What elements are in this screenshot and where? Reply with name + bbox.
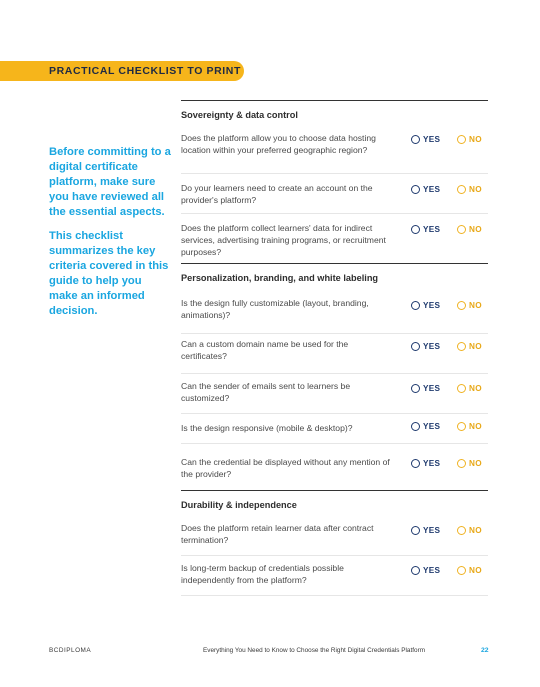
yes-option[interactable]: YES [411,566,440,575]
question-text: Do your learners need to create an account on the provider's platform? [181,183,373,205]
question-text: Is long-term backup of credentials possible independently from the platform? [181,563,344,585]
question-text: Can the credential be displayed without any mention of the provider? [181,457,390,479]
radio-circle-icon [411,384,420,393]
radio-circle-icon [411,422,420,431]
footer-document-title: Everything You Need to Know to Choose the Right Digital Credentials Platform [203,647,426,654]
no-option[interactable]: NO [457,342,482,351]
checklist-row [181,173,488,213]
radio-circle-icon [411,342,420,351]
radio-circle-icon [457,225,466,234]
section-heading-durability: Durability & independence [181,490,488,520]
checklist-row [181,555,488,596]
checklist-row [181,520,488,555]
question-text: Is the design responsive (mobile & desktop)? [181,423,353,433]
question-text: Does the platform allow you to choose data hosting location within your preferred geographic region? [181,133,376,155]
intro-paragraph-2: This checklist summarizes the key criteria covered in this guide to help you make an informed decision. [49,230,169,317]
radio-circle-icon [457,342,466,351]
radio-circle-icon [457,422,466,431]
radio-circle-icon [457,301,466,310]
no-option[interactable]: NO [457,459,482,468]
yes-option[interactable]: YES [411,526,440,535]
no-option[interactable]: NO [457,185,482,194]
checklist-row [181,413,488,443]
radio-circle-icon [411,566,420,575]
question-text: Can the sender of emails sent to learners be customized? [181,381,351,403]
radio-circle-icon [457,526,466,535]
checklist-row [181,443,488,490]
intro-paragraph-1: Before committing to a digital certificate platform, make sure you have reviewed all the essential aspects. [49,146,171,218]
no-option[interactable]: NO [457,301,482,310]
no-option[interactable]: NO [457,566,482,575]
no-option[interactable]: NO [457,384,482,393]
radio-circle-icon [411,185,420,194]
radio-circle-icon [411,301,420,310]
radio-circle-icon [457,566,466,575]
question-text: Is the design fully customizable (layout, branding, animations)? [181,298,369,320]
yes-option[interactable]: YES [411,225,440,234]
radio-circle-icon [457,135,466,144]
checklist-banner: PRACTICAL CHECKLIST TO PRINT [0,61,244,81]
yes-option[interactable]: YES [411,342,440,351]
no-option[interactable]: NO [457,225,482,234]
radio-circle-icon [411,225,420,234]
checklist-row [181,213,488,263]
yes-option[interactable]: YES [411,301,440,310]
yes-option[interactable]: YES [411,459,440,468]
radio-circle-icon [411,526,420,535]
checklist-row [181,373,488,413]
section-heading-personalization: Personalization, branding, and white labeling [181,263,488,293]
no-option[interactable]: NO [457,135,482,144]
footer-brand: BCDIPLOMA [49,647,92,654]
yes-option[interactable]: YES [411,185,440,194]
checklist-row [181,130,488,178]
radio-circle-icon [457,384,466,393]
yes-option[interactable]: YES [411,384,440,393]
no-option[interactable]: NO [457,422,482,431]
no-option[interactable]: NO [457,526,482,535]
question-text: Does the platform collect learners' data for indirect services, advertising training programs, or recruitment purposes? [181,223,386,257]
radio-circle-icon [457,459,466,468]
yes-option[interactable]: YES [411,422,440,431]
section-heading-sovereignty: Sovereignty & data control [181,100,488,130]
radio-circle-icon [411,135,420,144]
checklist-row [181,333,488,373]
question-text: Does the platform retain learner data after contract termination? [181,523,374,545]
question-text: Can a custom domain name be used for the certificates? [181,339,349,361]
yes-option[interactable]: YES [411,135,440,144]
page-number: 22 [481,647,489,654]
radio-circle-icon [411,459,420,468]
radio-circle-icon [457,185,466,194]
checklist-row [181,293,488,333]
